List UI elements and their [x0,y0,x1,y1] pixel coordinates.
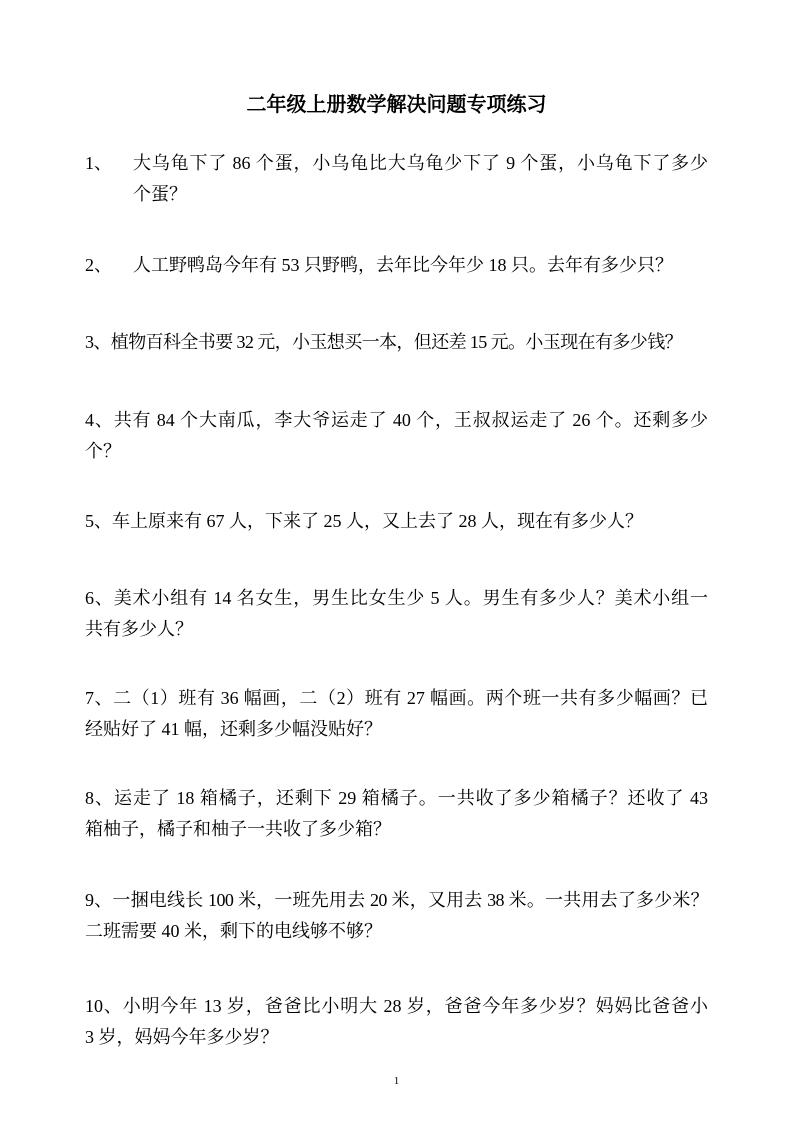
question-line: 大乌龟下了 86 个蛋，小乌龟比大乌龟少下了 9 个蛋，小乌龟下了多少 [133,153,708,173]
question-line: 共有多少人？ [85,619,193,639]
question-line: 个？ [85,441,121,461]
question-line: 3、植物百科全书要 32 元，小玉想买一本，但还差 15 元。小玉现在有多少钱？ [85,332,682,352]
question-5 [85,506,708,537]
question-line: 二班需要 40 米，剩下的电线够不够？ [85,921,382,941]
question-line: 箱柚子，橘子和柚子一共收了多少箱？ [85,819,391,839]
question-3 [85,327,708,358]
question-line: 3 岁，妈妈今年多少岁？ [85,1027,279,1047]
question-6 [85,583,708,645]
question-4 [85,405,708,467]
question-7 [85,683,708,745]
page-title: 二年级上册数学解决问题专项练习 [246,94,547,116]
page-number: 1 [393,1075,400,1087]
question-line: 个蛋？ [133,184,187,204]
question-line: 6、美术小组有 14 名女生，男生比女生少 5 人。男生有多少人？美术小组一 [85,588,708,608]
question-line: 7、二（1）班有 36 幅画，二（2）班有 27 幅画。两个班一共有多少幅画？已 [85,688,708,708]
question-number: 1、 [85,153,112,173]
question-line: 8、运走了 18 箱橘子，还剩下 29 箱橘子。一共收了多少箱橘子？还收了 43 [85,788,708,808]
question-10 [85,991,708,1053]
question-number: 2、 [85,255,112,275]
question-line: 9、一捆电线长 100 米，一班先用去 20 米，又用去 38 米。一共用去了多少米？ [85,890,708,910]
question-1 [85,148,708,210]
question-line: 5、车上原来有 67 人，下来了 25 人，又上去了 28 人，现在有多少人？ [85,511,643,531]
question-8 [85,783,708,845]
question-line: 经贴好了 41 幅，还剩多少幅没贴好？ [85,719,382,739]
question-9 [85,885,708,947]
question-line: 人工野鸭岛今年有 53 只野鸭，去年比今年少 18 只。去年有多少只？ [133,255,673,275]
question-line: 10、小明今年 13 岁，爸爸比小明大 28 岁，爸爸今年多少岁？妈妈比爸爸小 [85,996,708,1016]
question-2 [85,250,708,281]
question-line: 4、共有 84 个大南瓜，李大爷运走了 40 个，王叔叔运走了 26 个。还剩多少 [85,410,708,430]
